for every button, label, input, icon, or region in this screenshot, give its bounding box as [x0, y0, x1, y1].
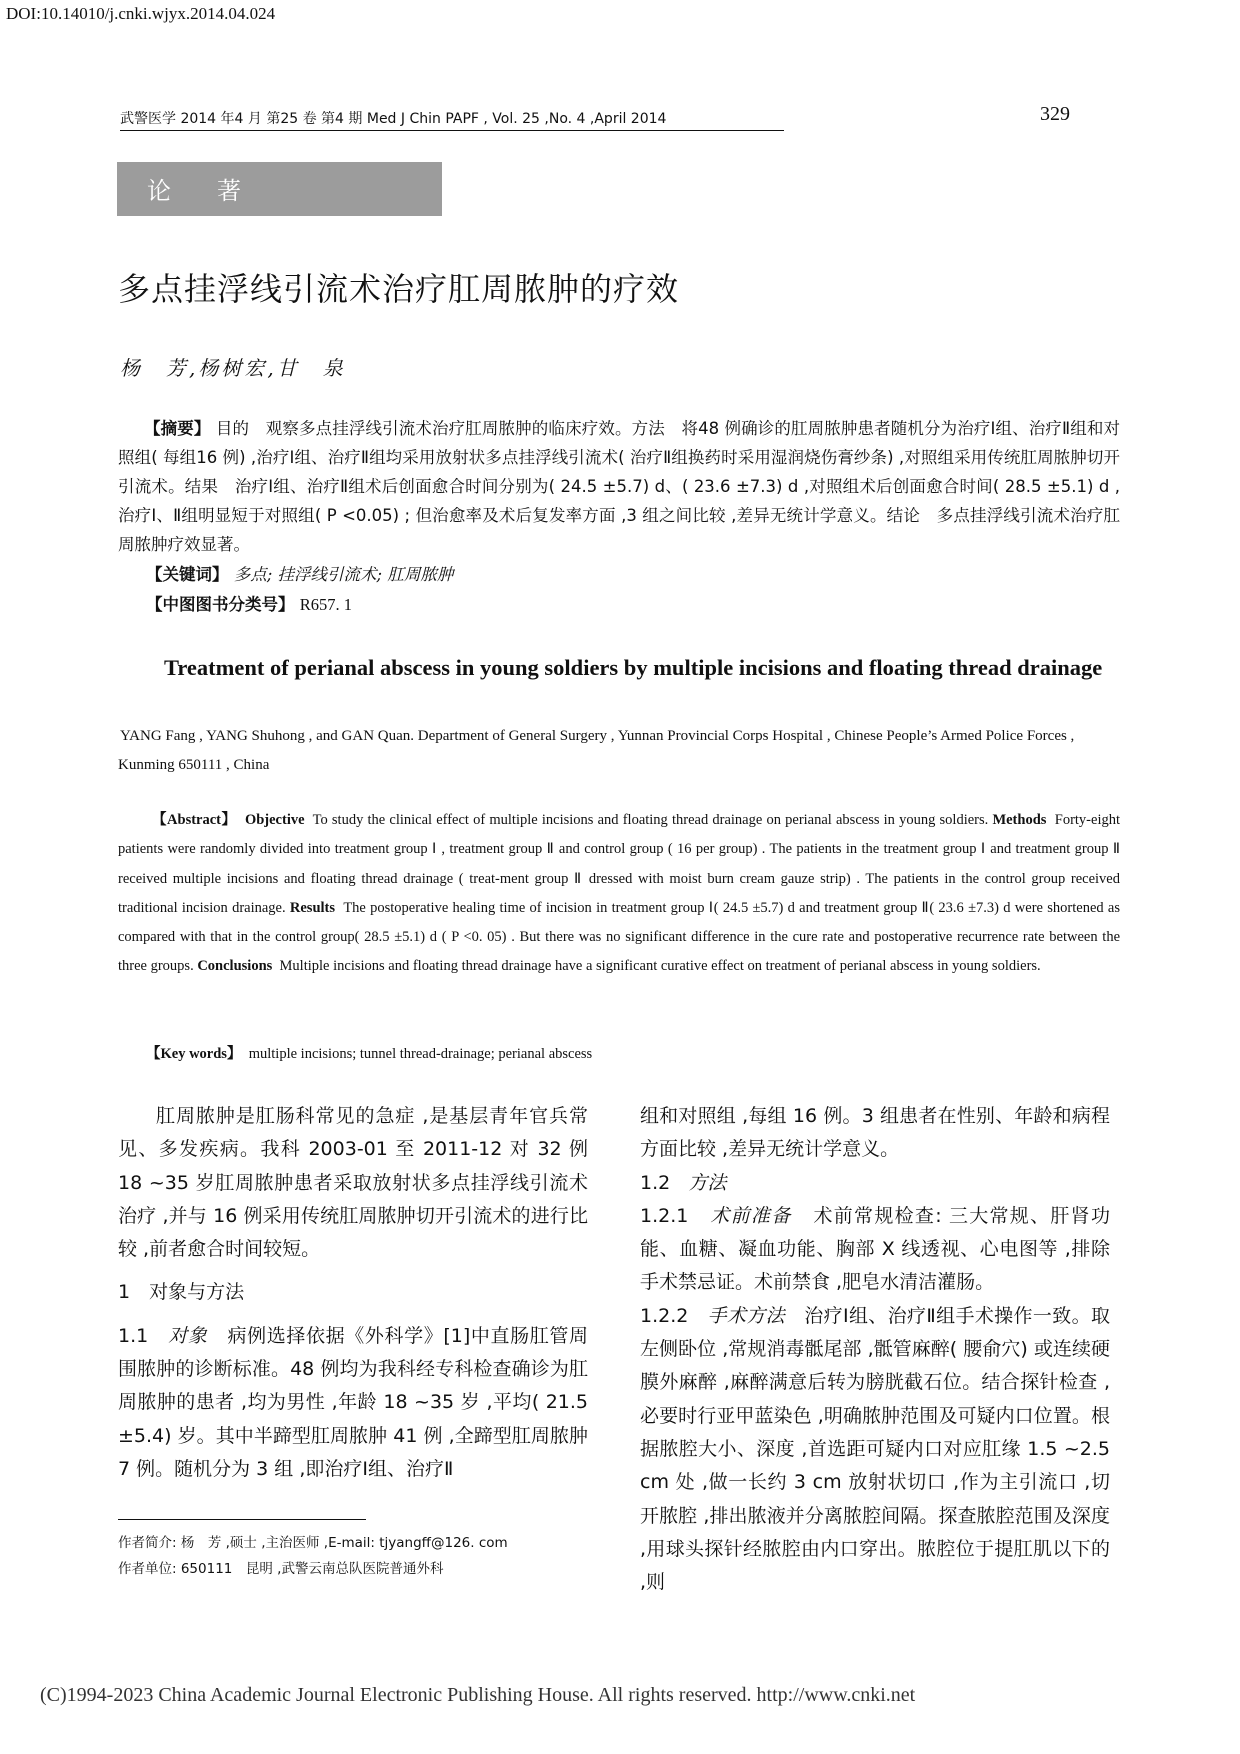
abstract-zh — [118, 414, 1120, 559]
abstract-en — [118, 806, 1120, 982]
s11-number: 1.1 — [118, 1324, 149, 1347]
keywords-en — [146, 1042, 592, 1063]
title-en — [118, 650, 1120, 686]
title-en-text: Treatment of perianal abscess in young soldiers by multiple incisions and floating thread drainage — [164, 655, 1103, 680]
running-header: 武警医学 2014 年4 月 第25 卷 第4 期 Med J Chin PAPF , Vol. 25 ,No. 4 ,April 2014 — [120, 108, 784, 131]
section-1-2 — [640, 1167, 1110, 1200]
keywords-en-label: 【Key words】 — [146, 1046, 242, 1062]
s121-number: 1.2.1 — [640, 1204, 689, 1227]
keywords-zh-label: 【关键词】 — [146, 565, 229, 584]
conclusions-label: Conclusions — [197, 958, 273, 975]
s122-text: 治疗Ⅰ组、治疗Ⅱ组手术操作一致。取左侧卧位 ,常规消毒骶尾部 ,骶管麻醉( 腰俞穴) 或连续硬膜外麻醉 ,麻醉满意后转为膀胱截石位。结合探针检查 ,必要时行亚甲蓝染色 ,明确脓肿范围及可疑内口位置。根据脓腔大小、深度 ,首选距可疑内口对应肛缘 1.5 ~2.5 cm 处 ,做一长约 3 cm 放射状切口 ,作为主引流口 ,切开脓腔 ,排出脓液并分离脓腔间隔。探查脓腔范围及深度 ,用球头探针经脓腔由内口穿出。脓腔位于提肛肌以下的 ,则 — [640, 1304, 1110, 1594]
page-number: 329 — [1040, 103, 1070, 125]
conclusions-text: Multiple incisions and floating thread drainage have a significant curative effect on treatment of perianal abscess in young soldiers. — [279, 958, 1041, 975]
affiliation-en: YANG Fang , YANG Shuhong , and GAN Quan. Department of General Surgery , Yunnan Provincial Corps Hospital , Chinese People’s Armed Police Forces , Kunming 650111 , China — [118, 728, 1075, 773]
section-1-1 — [118, 1320, 588, 1486]
s12-title: 方法 — [688, 1171, 727, 1194]
methods-label: Methods — [992, 812, 1047, 828]
s122-title: 手术方法 — [707, 1304, 786, 1327]
copyright-footer: (C)1994-2023 China Academic Journal Electronic Publishing House. All rights reserved. http://www.cnki.net — [40, 1684, 916, 1706]
title-zh: 多点挂浮线引流术治疗肛周脓肿的疗效 — [118, 270, 680, 308]
abstract-zh-label: 【摘要】 — [144, 419, 211, 438]
s12-number: 1.2 — [640, 1171, 671, 1194]
classification-zh-label: 【中图图书分类号】 — [146, 595, 295, 614]
keywords-zh-text: 多点; 挂浮线引流术; 肛周脓肿 — [233, 565, 454, 584]
abstract-zh-text: 目的 观察多点挂浮线引流术治疗肛周脓肿的临床疗效。方法 将48 例确诊的肛周脓肿患者随机分为治疗Ⅰ组、治疗Ⅱ组和对照组( 每组16 例) ,治疗Ⅰ组、治疗Ⅱ组均采用放射状多点挂浮线引流术( 治疗Ⅱ组换药时采用湿润烧伤膏纱条) ,对照组采用传统肛周脓肿切开引流术。结果 治疗Ⅰ组、治疗Ⅱ组术后创面愈合时间分别为( 24.5 ±5.7) d、( 23.6 ±7.3) d ,对照组术后创面愈合时间( 28.5 ±5.1) d ,治疗Ⅰ、Ⅱ组明显短于对照组( P <0.05) ; 但治愈率及术后复发率方面 ,3 组之间比较 ,差异无统计学意义。结论 多点挂浮线引流术治疗肛周脓肿疗效显著。 — [118, 419, 1120, 554]
abstract-en-label: 【Abstract】 — [152, 812, 237, 828]
s11-text: 病例选择依据《外科学》[1]中直肠肛管周围脓肿的诊断标准。48 例均为我科经专科检查确诊为肛周脓肿的患者 ,均为男性 ,年龄 18 ~35 岁 ,平均( 21.5 ±5.4) 岁。其中半蹄型肛周脓肿 41 例 ,全蹄型肛周脓肿 7 例。随机分为 3 组 ,即治疗Ⅰ组、治疗Ⅱ — [118, 1324, 588, 1480]
footnote — [118, 1530, 508, 1582]
results-text: The postoperative healing time of incision in treatment group Ⅰ( 24.5 ±5.7) d and treatment group Ⅱ( 23.6 ±7.3) d were shortened as compared with that in the control group( 28.5 ±5.1) d ( P <0. 05) . But there was no significant difference in the cure rate and postoperative recurrence rate between the three groups. — [118, 899, 1120, 975]
objective-text: To study the clinical effect of multiple incisions and floating thread drainage on perianal abscess in young soldiers. — [312, 812, 989, 828]
keywords-en-text: multiple incisions; tunnel thread-drainage; perianal abscess — [248, 1046, 593, 1062]
doi-line: DOI:10.14010/j.cnki.wjyx.2014.04.024 — [6, 4, 276, 23]
body-column-left — [118, 1100, 588, 1486]
objective-label: Objective — [244, 812, 305, 828]
classification-zh-text: R657. 1 — [299, 595, 353, 614]
continued-paragraph: 组和对照组 ,每组 16 例。3 组患者在性别、年龄和病程方面比较 ,差异无统计学意义。 — [640, 1105, 1110, 1161]
methods-text: Forty-eight patients were randomly divided into treatment group Ⅰ , treatment group Ⅱ and control group ( 16 per group) . The patients in the treatment group Ⅰ and treatment group Ⅱ received multiple incisions and floating thread drainage ( treat-ment group Ⅱ dressed with moist burn cream gauze strip) . The patients in the control group received traditional incision drainage. — [118, 812, 1121, 916]
section-1-2-1 — [640, 1200, 1110, 1300]
keywords-zh — [146, 560, 453, 589]
results-label: Results — [289, 899, 336, 916]
column-label: 论著 — [147, 177, 287, 205]
column-label-box — [117, 162, 442, 216]
author-intro: 作者简介: 杨 芳 ,硕士 ,主治医师 ,E-mail: tjyangff@126. com — [118, 1535, 508, 1551]
footnote-divider — [118, 1519, 366, 1520]
s121-title: 术前准备 — [710, 1204, 792, 1227]
classification-zh — [146, 590, 352, 619]
s122-number: 1.2.2 — [640, 1304, 689, 1327]
s11-title: 对象 — [168, 1324, 208, 1347]
authors-zh: 杨 芳,杨树宏,甘 泉 — [120, 356, 346, 380]
intro-paragraph: 肛周脓肿是肛肠科常见的急症 ,是基层青年官兵常见、多发疾病。我科 2003-01 至 2011-12 对 32 例 18 ~35 岁肛周脓肿患者采取放射状多点挂浮线引流术治疗 ,并与 16 例采用传统肛周脓肿切开引流术的进行比较 ,前者愈合时间较短。 — [118, 1105, 588, 1261]
section-1-heading: 1 对象与方法 — [118, 1281, 245, 1304]
section-1-2-2 — [640, 1300, 1110, 1600]
author-unit: 作者单位: 650111 昆明 ,武警云南总队医院普通外科 — [118, 1561, 444, 1577]
body-column-right — [640, 1100, 1110, 1599]
s121-text: 术前常规检查: 三大常规、肝肾功能、血糖、凝血功能、胸部 X 线透视、心电图等 ,排除手术禁忌证。术前禁食 ,肥皂水清洁灌肠。 — [640, 1204, 1110, 1294]
